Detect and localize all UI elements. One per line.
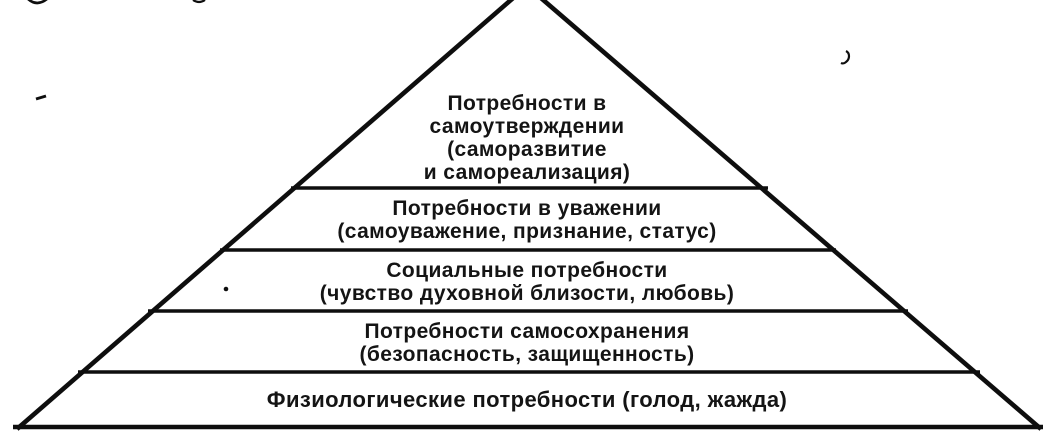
level-text-line: Потребности в уважении <box>392 197 662 220</box>
pyramid-level-physiological <box>267 388 787 411</box>
level-text-line: (самоуважение, признание, статус) <box>337 220 717 243</box>
pyramid-level-self-actualization <box>424 92 631 184</box>
pyramid-level-safety <box>359 320 694 366</box>
scan-artifact-clipped-glyph-mid <box>193 0 205 2</box>
level-text-line: (саморазвитие <box>447 138 607 161</box>
level-text-line: (безопасность, защищенность) <box>359 343 695 366</box>
scan-artifact-clipped-glyph-left <box>28 0 47 3</box>
level-text-line: Физиологические потребности (голод, жажда) <box>266 387 788 412</box>
level-text-line: и самореализация) <box>423 161 631 184</box>
scan-artifact-comma-mark <box>841 51 849 63</box>
level-text-line: Потребности в <box>447 92 607 115</box>
level-text-line: Социальные потребности <box>386 259 668 282</box>
scan-artifact-dot <box>224 287 229 292</box>
level-text-line: (чувство духовной близости, любовь) <box>319 282 735 305</box>
level-text-line: Потребности самосохранения <box>364 320 690 343</box>
pyramid-level-esteem <box>337 197 716 243</box>
level-text-line: самоутверждении <box>429 115 625 138</box>
scan-artifact-dash <box>36 96 46 99</box>
pyramid-level-social <box>320 259 735 305</box>
